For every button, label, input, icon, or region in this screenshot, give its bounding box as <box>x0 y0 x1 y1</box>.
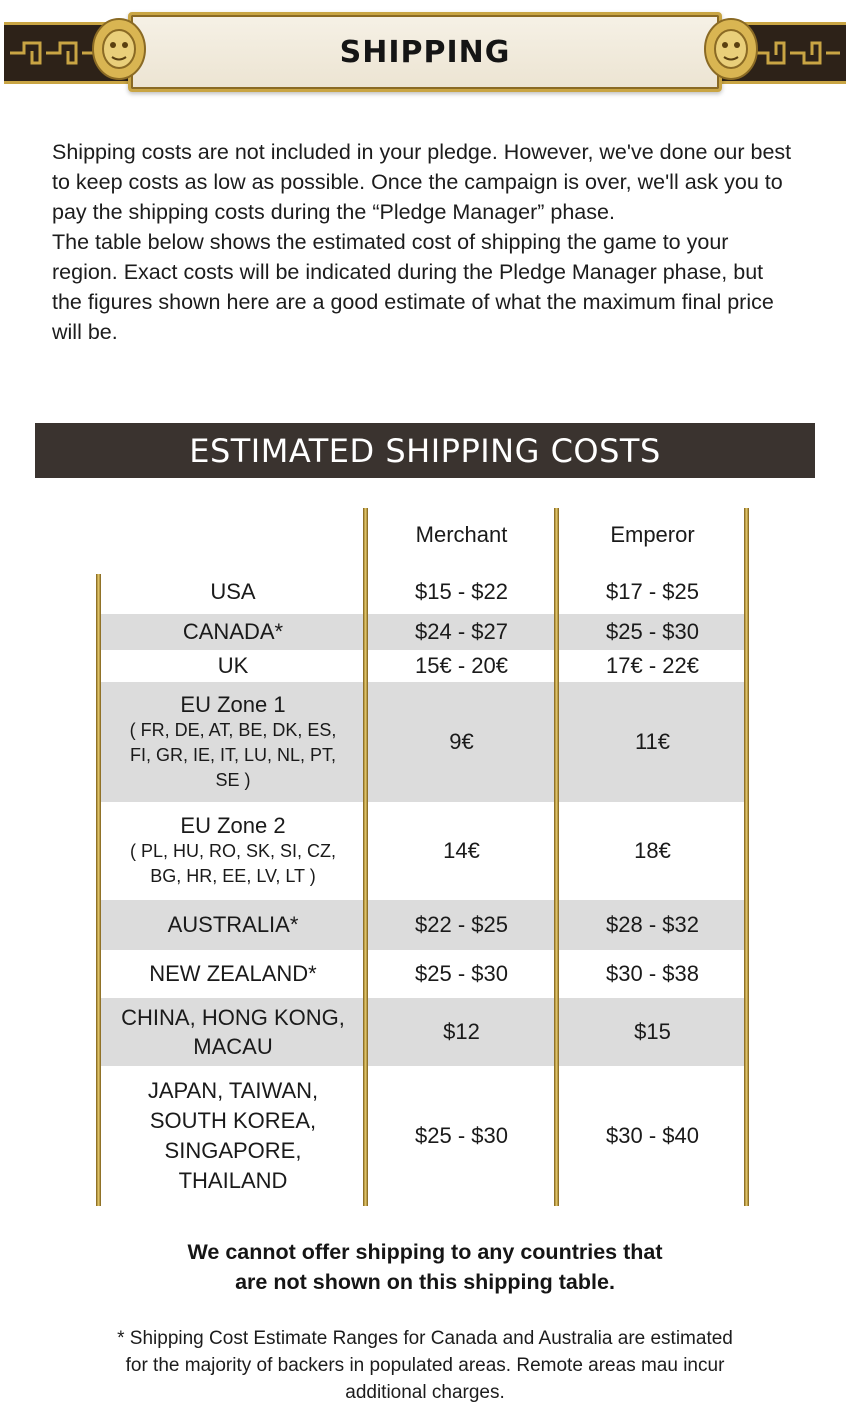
gold-column-divider <box>554 508 559 1206</box>
page-title: SHIPPING <box>339 34 511 70</box>
country-name: CHINA, HONG KONG, MACAU <box>121 1005 345 1059</box>
emperor-price: 17€ - 22€ <box>606 653 699 678</box>
merchant-price: $22 - $25 <box>415 912 508 937</box>
emperor-price: $15 <box>634 1019 671 1044</box>
emperor-price: $17 - $25 <box>606 579 699 604</box>
banner-plate <box>128 12 722 92</box>
emperor-price: $28 - $32 <box>606 912 699 937</box>
merchant-price: $12 <box>443 1019 480 1044</box>
emperor-price: 11€ <box>634 729 671 754</box>
intro-paragraph: Shipping costs are not included in your pledge. However, we've done our best to keep costs as low as possible. Once the campaign is over, we'll ask you to pay the shipping costs during the “Pledge Manager” phase. <box>52 140 792 224</box>
country-codes: ( PL, HU, RO, SK, SI, CZ, BG, HR, EE, LV, LT ) <box>129 841 337 886</box>
column-header-merchant: Merchant <box>415 522 508 547</box>
table-row <box>100 614 748 650</box>
country-name: EU Zone 2 <box>180 813 286 838</box>
country-name: UK <box>217 653 249 678</box>
gold-column-divider <box>363 508 368 1206</box>
merchant-price: 15€ - 20€ <box>415 653 508 678</box>
column-header-emperor: Emperor <box>610 522 695 547</box>
table-row <box>100 1066 748 1206</box>
shipping-banner <box>0 0 850 100</box>
warning-text: We cannot offer shipping to any countries that are not shown on this shipping table. <box>187 1240 663 1294</box>
shipping-table <box>100 508 748 1206</box>
country-name: CANADA* <box>182 619 284 644</box>
emperor-price: $25 - $30 <box>606 619 699 644</box>
table-row <box>100 650 748 682</box>
table-row <box>100 802 748 900</box>
table-row <box>100 950 748 998</box>
merchant-price: $25 - $30 <box>415 961 508 986</box>
country-name: AUSTRALIA* <box>167 912 299 937</box>
intro-paragraph: The table below shows the estimated cost of shipping the game to your region. Exact costs will be indicated during the Pledge Manager phase, but the figures shown here are a good estimate of what the maximum final price will be. <box>52 230 774 344</box>
country-name: EU Zone 1 <box>180 691 286 717</box>
merchant-price: $24 - $27 <box>415 619 508 644</box>
emperor-price: 18€ <box>634 838 671 863</box>
merchant-price: $25 - $30 <box>415 1123 508 1148</box>
section-header <box>35 423 815 478</box>
table-header-row <box>100 508 748 562</box>
gold-lion-ornament-icon <box>88 16 150 82</box>
merchant-price: 9€ <box>449 729 474 754</box>
merchant-price: $15 - $22 <box>415 579 508 604</box>
country-name: JAPAN, TAIWAN, SOUTH KOREA, SINGAPORE, THAILAND <box>147 1078 319 1193</box>
gold-column-divider <box>744 508 749 1206</box>
table-row <box>100 570 748 614</box>
merchant-price: 14€ <box>443 838 480 863</box>
table-row <box>100 998 748 1066</box>
footnote-text: * Shipping Cost Estimate Ranges for Canada and Australia are estimated for the majority of backers in populated areas. Remote areas mau incur additional charges. <box>117 1328 733 1403</box>
gold-lion-ornament-icon <box>700 16 762 82</box>
footnote <box>0 1325 850 1406</box>
section-title: ESTIMATED SHIPPING COSTS <box>189 431 661 470</box>
gold-column-divider <box>96 574 101 1206</box>
table-row <box>100 900 748 950</box>
country-name: NEW ZEALAND* <box>149 961 317 986</box>
shipping-restriction-note <box>0 1237 850 1297</box>
country-codes: ( FR, DE, AT, BE, DK, ES, FI, GR, IE, IT, LU, NL, PT, SE ) <box>129 719 337 790</box>
emperor-price: $30 - $40 <box>606 1123 699 1148</box>
intro-text <box>52 137 797 347</box>
table-row <box>100 682 748 802</box>
emperor-price: $30 - $38 <box>606 961 699 986</box>
country-name: USA <box>210 579 256 604</box>
